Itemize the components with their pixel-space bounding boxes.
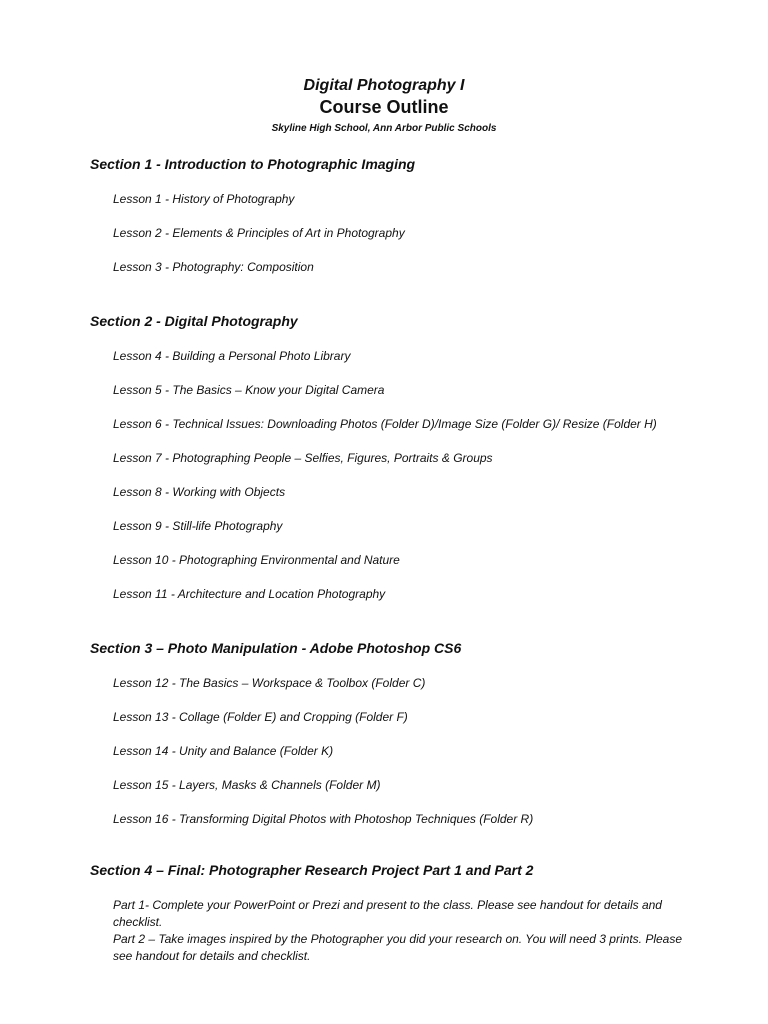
section-3 — [90, 639, 728, 827]
final-project-description — [113, 897, 703, 965]
course-subtitle: Course Outline — [319, 97, 449, 117]
lesson-item: Lesson 1 - History of Photography — [113, 192, 295, 206]
lesson-list — [90, 348, 728, 602]
lesson-item: Lesson 8 - Working with Objects — [113, 485, 286, 499]
lesson-item: Lesson 6 - Technical Issues: Downloading Photos (Folder D)/Image Size (Folder G)/ Resize (Folder H) — [113, 417, 657, 431]
section-title: Section 4 – Final: Photographer Research Project Part 1 and Part 2 — [90, 862, 534, 878]
lesson-list — [90, 191, 728, 275]
lesson-list — [90, 675, 728, 827]
final-part-2: Part 2 – Take images inspired by the Photographer you did your research on. You will need 3 prints. Please see handout for details and checklist. — [113, 932, 683, 963]
section-title: Section 2 - Digital Photography — [90, 313, 298, 329]
lesson-item: Lesson 15 - Layers, Masks & Channels (Folder M) — [113, 778, 381, 792]
lesson-item: Lesson 13 - Collage (Folder E) and Cropping (Folder F) — [113, 710, 408, 724]
lesson-item: Lesson 10 - Photographing Environmental and Nature — [113, 553, 400, 567]
final-part-1: Part 1- Complete your PowerPoint or Prezi and present to the class. Please see handout for details and checklist. — [113, 898, 662, 929]
lesson-item: Lesson 3 - Photography: Composition — [113, 260, 314, 274]
document-header — [0, 0, 768, 136]
lesson-item: Lesson 14 - Unity and Balance (Folder K) — [113, 744, 334, 758]
section-2 — [90, 312, 728, 602]
lesson-item: Lesson 4 - Building a Personal Photo Library — [113, 349, 351, 363]
lesson-item: Lesson 2 - Elements & Principles of Art in Photography — [113, 226, 405, 240]
section-1 — [90, 155, 728, 275]
lesson-item: Lesson 9 - Still-life Photography — [113, 519, 283, 533]
lesson-item: Lesson 5 - The Basics – Know your Digital Camera — [113, 383, 385, 397]
section-title: Section 1 - Introduction to Photographic Imaging — [90, 156, 416, 172]
course-title: Digital Photography I — [303, 77, 465, 94]
lesson-item: Lesson 11 - Architecture and Location Photography — [113, 587, 386, 601]
lesson-item: Lesson 7 - Photographing People – Selfies, Figures, Portraits & Groups — [113, 451, 493, 465]
school-name: Skyline High School, Ann Arbor Public Schools — [271, 123, 497, 134]
lesson-item: Lesson 12 - The Basics – Workspace & Toolbox (Folder C) — [113, 676, 426, 690]
section-4 — [90, 861, 728, 965]
lesson-item: Lesson 16 - Transforming Digital Photos with Photoshop Techniques (Folder R) — [113, 812, 534, 826]
section-title: Section 3 – Photo Manipulation - Adobe Photoshop CS6 — [90, 640, 462, 656]
